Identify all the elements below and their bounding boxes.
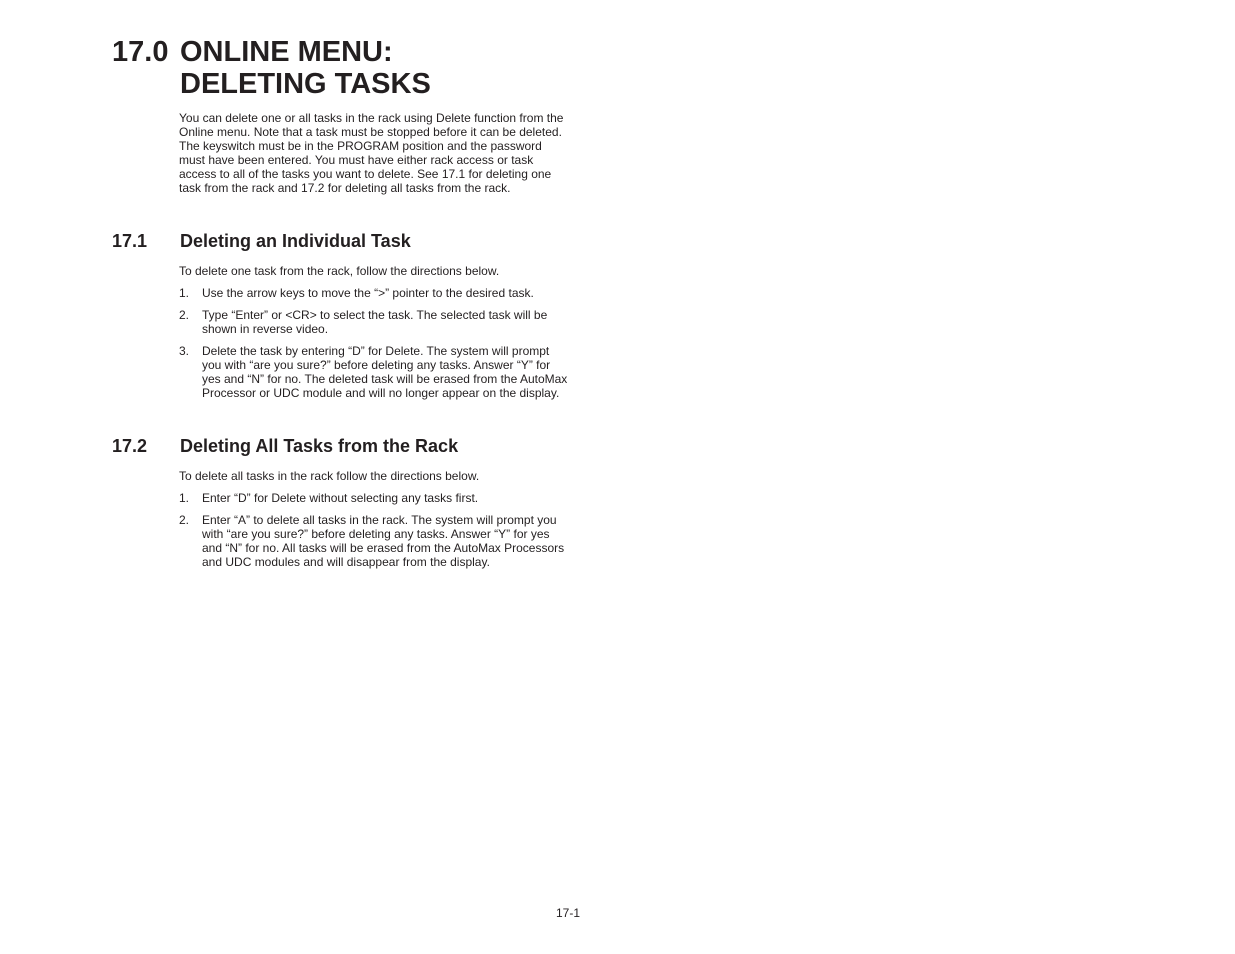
section-number-17-1: 17.1 (112, 231, 148, 251)
section-lead-17-2: To delete all tasks in the rack follow the directions below. (179, 469, 480, 483)
step-number: 1. (179, 286, 190, 300)
steps-list-17-1 (179, 286, 569, 408)
step-text: Enter “A” to delete all tasks in the rack. The system will prompt you with “are you sure?” before deleting any tasks. Answer “Y” for yes and “N” for no. All tasks will be erased from the AutoMax Processors and UDC modules and will disappear from the display. (202, 513, 565, 569)
section-lead-17-1: To delete one task from the rack, follow the directions below. (179, 264, 500, 278)
step-number: 1. (179, 491, 190, 505)
step-number: 2. (179, 513, 190, 527)
chapter-title (180, 36, 431, 100)
section-number-17-2: 17.2 (112, 436, 148, 456)
list-item (179, 344, 569, 400)
list-item (179, 513, 569, 569)
chapter-title-line-2: DELETING TASKS (180, 68, 431, 100)
step-text: Delete the task by entering “D” for Delete. The system will prompt you with “are you sure?” before deleting any tasks. Answer “Y” for yes and “N” for no. The deleted task will be erased from the AutoMax Processor or UDC module and will no longer appear on the display. (202, 344, 568, 400)
list-item (179, 491, 569, 505)
steps-list-17-2 (179, 491, 569, 577)
chapter-number: 17.0 (112, 36, 169, 68)
step-text: Type “Enter” or <CR> to select the task. The selected task will be shown in reverse video. (202, 308, 548, 336)
section-title-17-1: Deleting an Individual Task (180, 231, 411, 251)
list-item (179, 308, 569, 336)
list-item (179, 286, 569, 300)
page-number: 17-1 (556, 906, 581, 920)
step-text: Use the arrow keys to move the “>” pointer to the desired task. (202, 286, 534, 300)
chapter-title-line-1: ONLINE MENU: (180, 36, 393, 68)
section-title-17-2: Deleting All Tasks from the Rack (180, 436, 459, 456)
intro-paragraph: You can delete one or all tasks in the rack using Delete function from the Online menu. Note that a task must be stopped before it can be deleted. The keyswitch must be in the PROGRAM position and the password must have been entered. You must have either rack access or task access to all of the tasks you want to delete. See 17.1 for deleting one task from the rack and 17.2 for deleting all tasks from the rack. (179, 111, 564, 195)
step-text: Enter “D” for Delete without selecting any tasks first. (202, 491, 479, 505)
step-number: 2. (179, 308, 190, 322)
step-number: 3. (179, 344, 190, 358)
